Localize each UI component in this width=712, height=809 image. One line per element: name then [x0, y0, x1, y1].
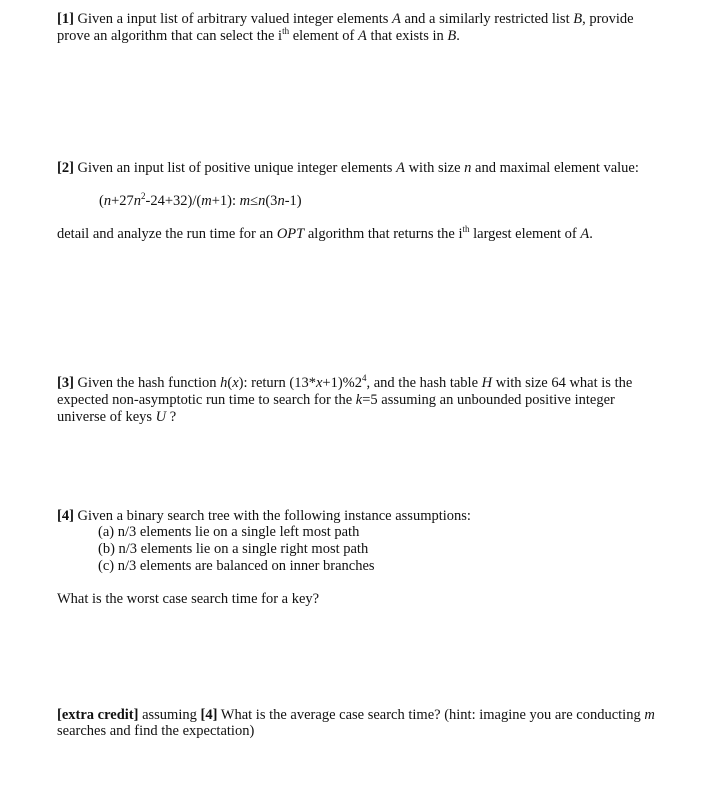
superscript-4: 4: [361, 373, 367, 384]
var-n: n: [133, 193, 142, 209]
var-H: H: [481, 375, 493, 391]
q3-line-1: [57, 375, 632, 392]
q3-text: =5 assuming an unbounded positive integer: [362, 392, 615, 408]
var-B: B: [447, 28, 457, 44]
q2-text: with size: [404, 160, 465, 176]
var-A: A: [357, 28, 367, 44]
var-h: h: [220, 375, 228, 391]
q1-text: element of: [289, 28, 358, 44]
extra-ref: [4]: [200, 707, 218, 723]
var-k: k: [355, 392, 363, 408]
var-A: A: [396, 160, 405, 176]
formula-part: +27: [111, 193, 134, 209]
q3-text: with size 64 what is the: [492, 375, 633, 391]
q3-text: ): return (13*: [238, 375, 316, 391]
var-n: n: [103, 193, 112, 209]
formula-part: -1): [284, 193, 302, 209]
var-n: n: [258, 193, 266, 209]
q4-item-a: (a) n/3 elements lie on a single left most path: [98, 524, 360, 540]
q2-text: and maximal element value:: [471, 160, 639, 176]
superscript-th: th: [282, 26, 290, 37]
q4-item-b: (b) n/3 elements lie on a single right most path: [98, 541, 369, 557]
var-B: B: [573, 11, 583, 27]
q4-intro: Given a binary search tree with the following instance assumptions:: [73, 508, 471, 524]
q3-text: Given the hash function: [73, 375, 221, 391]
var-A: A: [392, 11, 401, 27]
var-A: A: [580, 226, 590, 242]
q1-text: Given a input list of arbitrary valued integer elements: [73, 11, 393, 27]
q1-text: that exists in: [366, 28, 448, 44]
q1-tag: [1]: [57, 11, 74, 27]
var-m: m: [239, 193, 251, 209]
q2-line-3: [57, 226, 593, 243]
q3-line-3: [57, 409, 176, 426]
var-U: U: [155, 409, 167, 425]
formula-part: -24+32)/(: [145, 193, 202, 209]
q2-text: largest element of: [469, 226, 581, 242]
q3-text: , and the hash table: [366, 375, 482, 391]
q2-tag: [2]: [57, 160, 74, 176]
q3-text: expected non-asymptotic run time to search for the: [57, 392, 356, 408]
extra-line-1: [57, 707, 655, 724]
q4-question: What is the worst case search time for a key?: [57, 591, 320, 607]
q1-line-2: [57, 28, 460, 45]
q3-text: ?: [166, 409, 177, 425]
q2-line-1: [57, 160, 639, 177]
formula-part: (3: [265, 193, 278, 209]
var-m: m: [201, 193, 212, 209]
q4-line-1: [57, 508, 471, 525]
formula-part: (: [99, 193, 104, 209]
superscript-2: 2: [141, 191, 146, 202]
var-x: x: [315, 375, 323, 391]
extra-text: assuming: [138, 707, 201, 723]
formula-part: +1):: [211, 193, 240, 209]
q2-text: Given an input list of positive unique integer elements: [73, 160, 397, 176]
q4-item-c: (c) n/3 elements are balanced on inner branches: [98, 558, 375, 574]
var-m: m: [644, 707, 655, 723]
superscript-th: th: [462, 224, 470, 235]
q3-line-2: [57, 392, 615, 409]
var-n: n: [277, 193, 285, 209]
extra-line-2: searches and find the expectation): [57, 723, 255, 739]
var-n: n: [464, 160, 472, 176]
q1-text: prove an algorithm that can select the i: [57, 28, 283, 44]
q3-text: universe of keys: [57, 409, 156, 425]
q1-text: , provide: [582, 11, 634, 27]
q3-tag: [3]: [57, 375, 74, 391]
q2-text: detail and analyze the run time for an: [57, 226, 277, 242]
formula-part: ≤: [250, 193, 259, 209]
q4-tag: [4]: [57, 508, 74, 524]
q1-line-1: [57, 11, 634, 28]
extra-text: What is the average case search time? (hint: imagine you are conducting: [217, 707, 645, 723]
var-x: x: [232, 375, 239, 391]
opt-term: OPT: [276, 226, 305, 242]
q3-text: +1)%2: [322, 375, 362, 391]
extra-tag: [extra credit]: [57, 707, 139, 723]
q1-text: and a similarly restricted list: [400, 11, 574, 27]
q2-formula: [99, 193, 302, 210]
q1-text: .: [456, 28, 460, 44]
q2-text: algorithm that returns the i: [304, 226, 463, 242]
q2-text: .: [589, 226, 593, 242]
q3-text: (: [227, 375, 233, 391]
